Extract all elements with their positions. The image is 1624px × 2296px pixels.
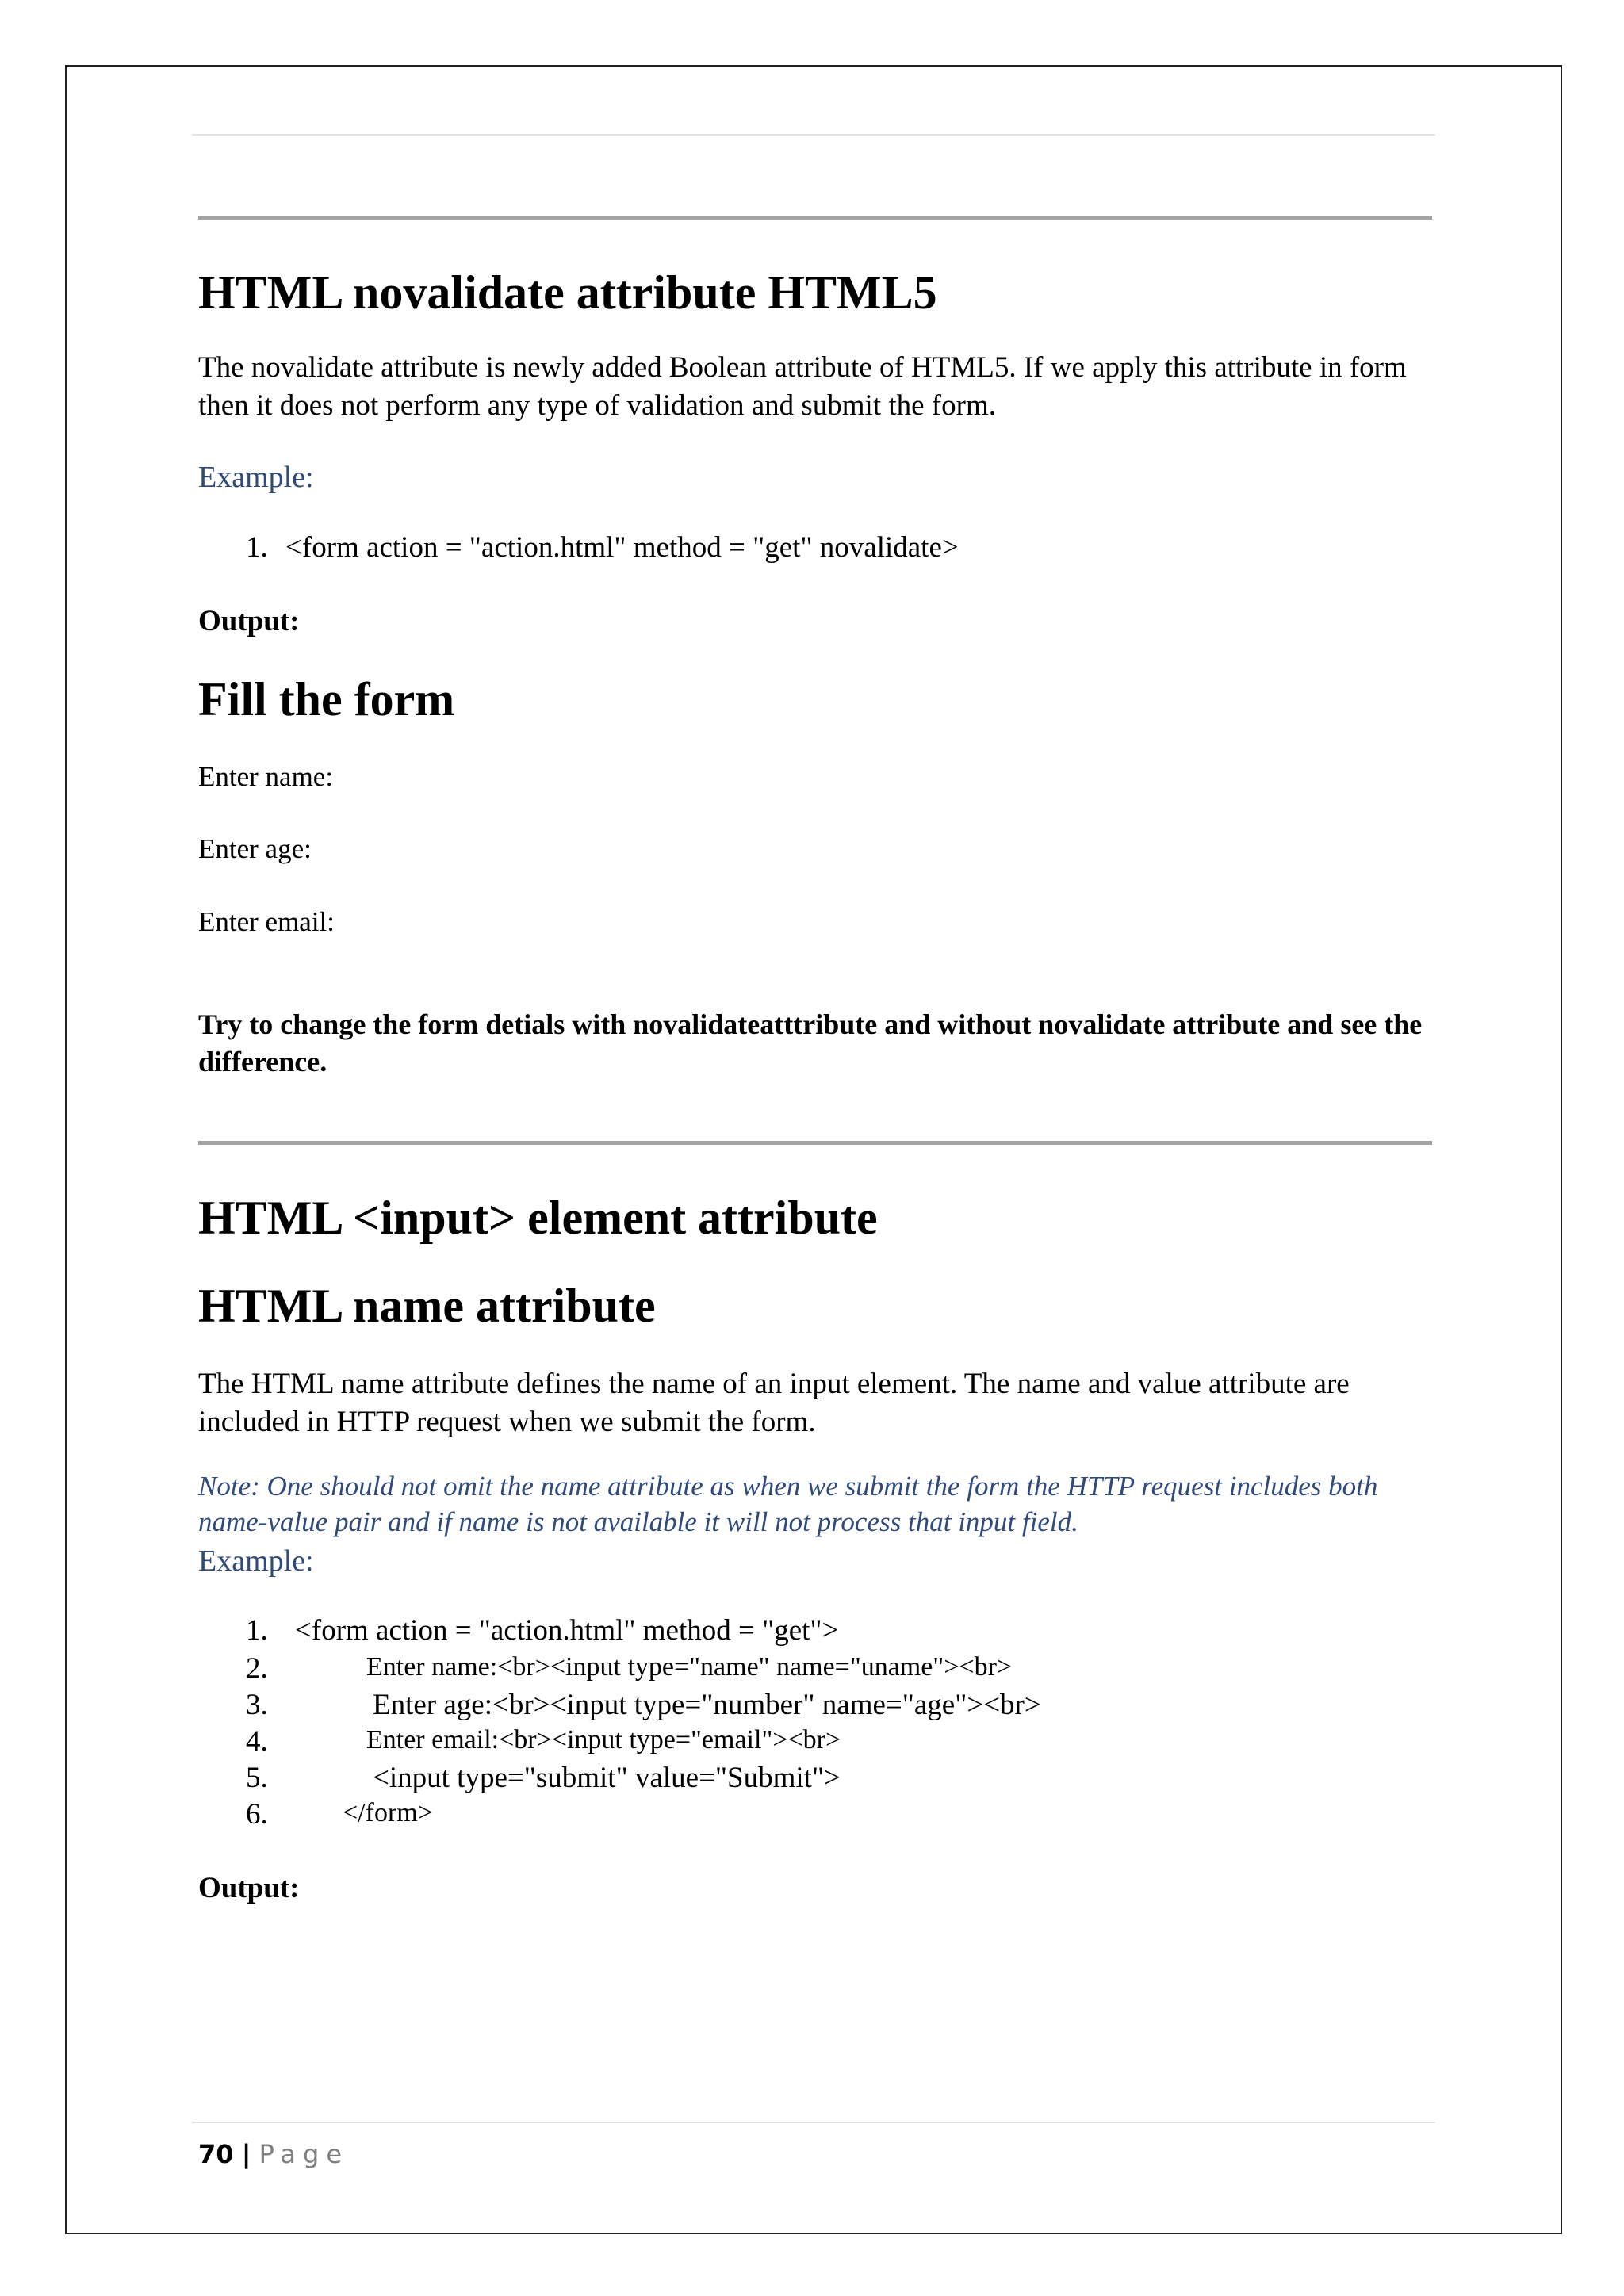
code-line [198,1651,1435,1687]
code-line [198,1797,1435,1833]
header-rule [192,134,1435,136]
code-listing [198,530,1435,568]
code-line [198,1687,1435,1724]
code-line-number: 2. [246,1652,268,1686]
code-line [198,1760,1435,1797]
code-line-text: </form> [343,1798,433,1828]
section-body: The novalidate attribute is newly added Boolean attribute of HTML5. If we apply this attribute in form then it does not perform any type of validation and submit the form. [198,351,1407,423]
code-line-number: 3. [246,1689,268,1722]
try-instruction: Try to change the form detials with novalidateatttribute and without novalidate attribute and see the difference. [198,1008,1423,1077]
section-body: The HTML name attribute defines the name of an input element. The name and value attribute are included in HTTP request when we submit the form. [198,1367,1350,1438]
code-line [198,1613,1435,1651]
code-line-number: 1. [246,1614,268,1647]
code-line-text: <input type="submit" value="Submit"> [373,1762,841,1795]
code-line [198,1724,1435,1760]
page-number: 70 [198,2139,234,2169]
code-line-text: Enter age:<br><input type="number" name="age"><br> [373,1689,1041,1722]
section-title: HTML novalidate attribute HTML5 [198,266,937,319]
code-listing [198,1613,1435,1835]
code-line-text: <form action = "action.html" method = "get" novalidate> [285,530,959,564]
output-label: Output: [198,1872,300,1905]
note-text: Note: One should not omit the name attribute as when we submit the form the HTTP request includes both name-value pair and if name is not available it will not process that input field. [198,1470,1378,1538]
code-line-text: <form action = "action.html" method = "get"> [295,1614,839,1647]
output-label: Output: [198,604,300,637]
code-line-number: 1. [246,530,268,564]
footer-separator: | [241,2139,251,2169]
section-divider [198,216,1432,220]
form-title: Fill the form [198,672,455,725]
example-label: Example: [198,461,314,495]
form-field-label-email: Enter email: [198,905,335,937]
example-label: Example: [198,1544,314,1578]
section-subtitle: HTML name attribute [198,1279,656,1332]
section-divider [198,1141,1432,1145]
form-field-label-name: Enter name: [198,760,334,792]
code-line-number: 4. [246,1725,268,1758]
code-line-number: 6. [246,1798,268,1831]
form-field-label-age: Enter age: [198,833,312,865]
code-line-text: Enter name:<br><input type="name" name="uname"><br> [366,1652,1013,1682]
code-line-text: Enter email:<br><input type="email"><br> [366,1725,841,1755]
code-line-number: 5. [246,1762,268,1795]
page-footer [198,2139,349,2169]
section-title: HTML <input> element attribute [198,1191,878,1244]
page-content [198,216,1435,1908]
page-word: Page [259,2139,350,2169]
footer-rule [192,2122,1435,2123]
